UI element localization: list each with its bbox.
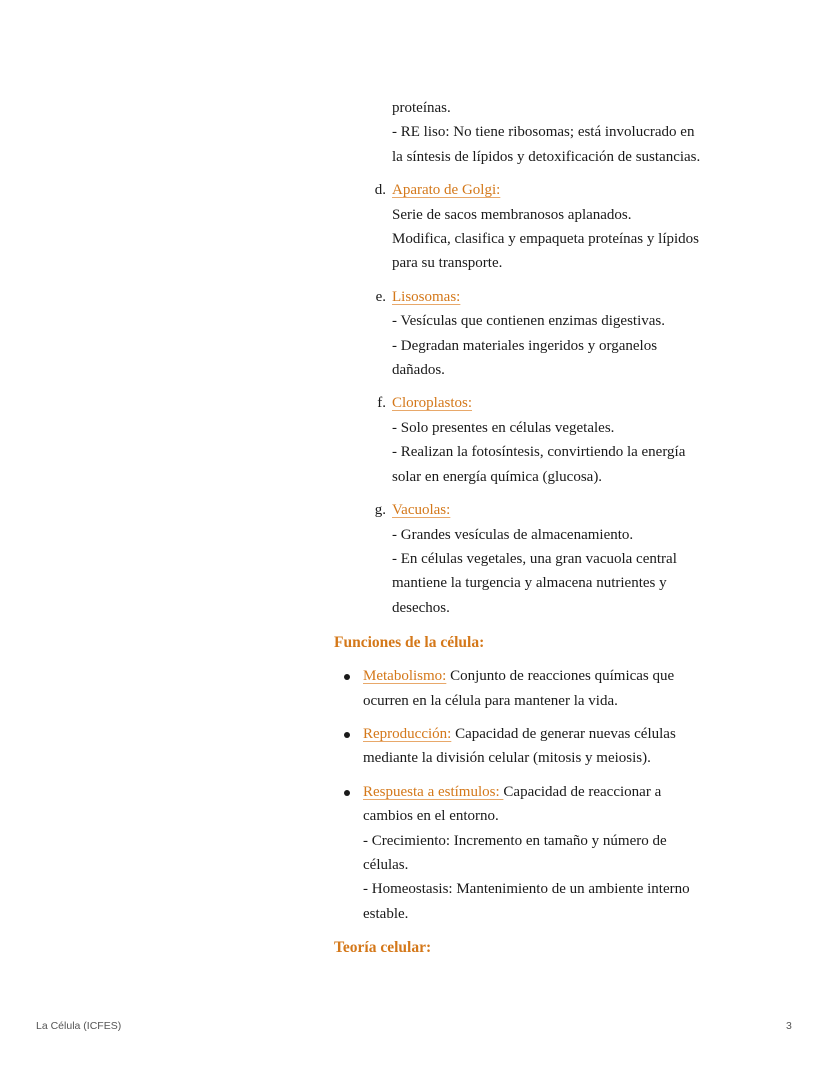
bullet-icon [344,732,350,738]
function-item-respuesta [363,780,734,926]
list-marker: e. [375,288,386,305]
text-line: - Crecimiento: Incremento en tamaño y número de [363,832,667,849]
term-link-cloroplastos[interactable]: Cloroplastos: [392,395,473,412]
list-marker: d. [374,182,386,199]
term-link-lisosomas[interactable]: Lisosomas: [392,288,461,305]
term-link-golgi[interactable]: Aparato de Golgi: [392,182,501,199]
page-number: 3 [786,1020,792,1032]
list-marker: f. [377,395,386,412]
text-line: células. [363,856,409,873]
term-link-vacuolas[interactable]: Vacuolas: [392,502,451,519]
bullet-icon [344,790,350,796]
text-line: - RE liso: No tiene ribosomas; está involucrado en [392,124,695,141]
bullet-icon [344,674,350,680]
re-continuation [392,96,734,169]
list-marker: g. [374,502,386,519]
text-line: dañados. [392,362,445,379]
term-link-respuesta[interactable]: Respuesta a estímulos: [363,783,504,800]
text-line: desechos. [392,599,450,616]
organelle-item-golgi [374,178,734,276]
text-line: solar en energía química (glucosa). [392,468,603,485]
text-line: proteínas. [392,100,451,116]
term-link-metabolismo[interactable]: Metabolismo: [363,668,447,685]
organelle-item-cloroplastos [377,391,734,489]
function-item-reproduccion [363,722,734,771]
organelle-item-vacuolas [374,498,734,620]
text-line: mantiene la turgencia y almacena nutrientes y [392,575,667,592]
item-text: Conjunto de reacciones químicas que [446,668,675,685]
organelle-list [374,96,734,620]
text-line: cambios en el entorno. [363,808,499,825]
functions-heading: Funciones de la célula: [334,634,485,652]
text-line: para su transporte. [392,255,503,272]
document-body [334,96,734,960]
text-line: - En células vegetales, una gran vacuola central [392,550,677,567]
text-line: Modifica, clasifica y empaqueta proteínas y lípidos [392,231,699,248]
text-line: - Homeostasis: Mantenimiento de un ambiente interno [363,881,690,898]
functions-list [363,664,734,926]
text-line: ocurren en la célula para mantener la vida. [363,692,618,709]
text-line: - Vesículas que contienen enzimas digestivas. [392,313,665,330]
text-line: - Grandes vesículas de almacenamiento. [392,526,634,543]
function-item-metabolismo [363,664,734,713]
text-line: - Solo presentes en células vegetales. [392,419,615,436]
text-line: la síntesis de lípidos y detoxificación de sustancias. [392,148,701,165]
text-line: Serie de sacos membranosos aplanados. [392,206,632,223]
text-line: estable. [363,905,409,922]
theory-heading: Teoría celular: [334,939,432,957]
item-text: Capacidad de reaccionar a [503,783,662,800]
text-line: - Realizan la fotosíntesis, convirtiendo la energía [392,444,686,461]
term-link-reproduccion[interactable]: Reproducción: [363,725,452,742]
text-line: - Degradan materiales ingeridos y organelos [392,337,658,354]
text-line: mediante la división celular (mitosis y meiosis). [363,750,651,767]
item-text: Capacidad de generar nuevas células [451,725,676,742]
organelle-item-lisosomas [375,285,734,383]
footer-title: La Célula (ICFES) [36,1020,122,1032]
